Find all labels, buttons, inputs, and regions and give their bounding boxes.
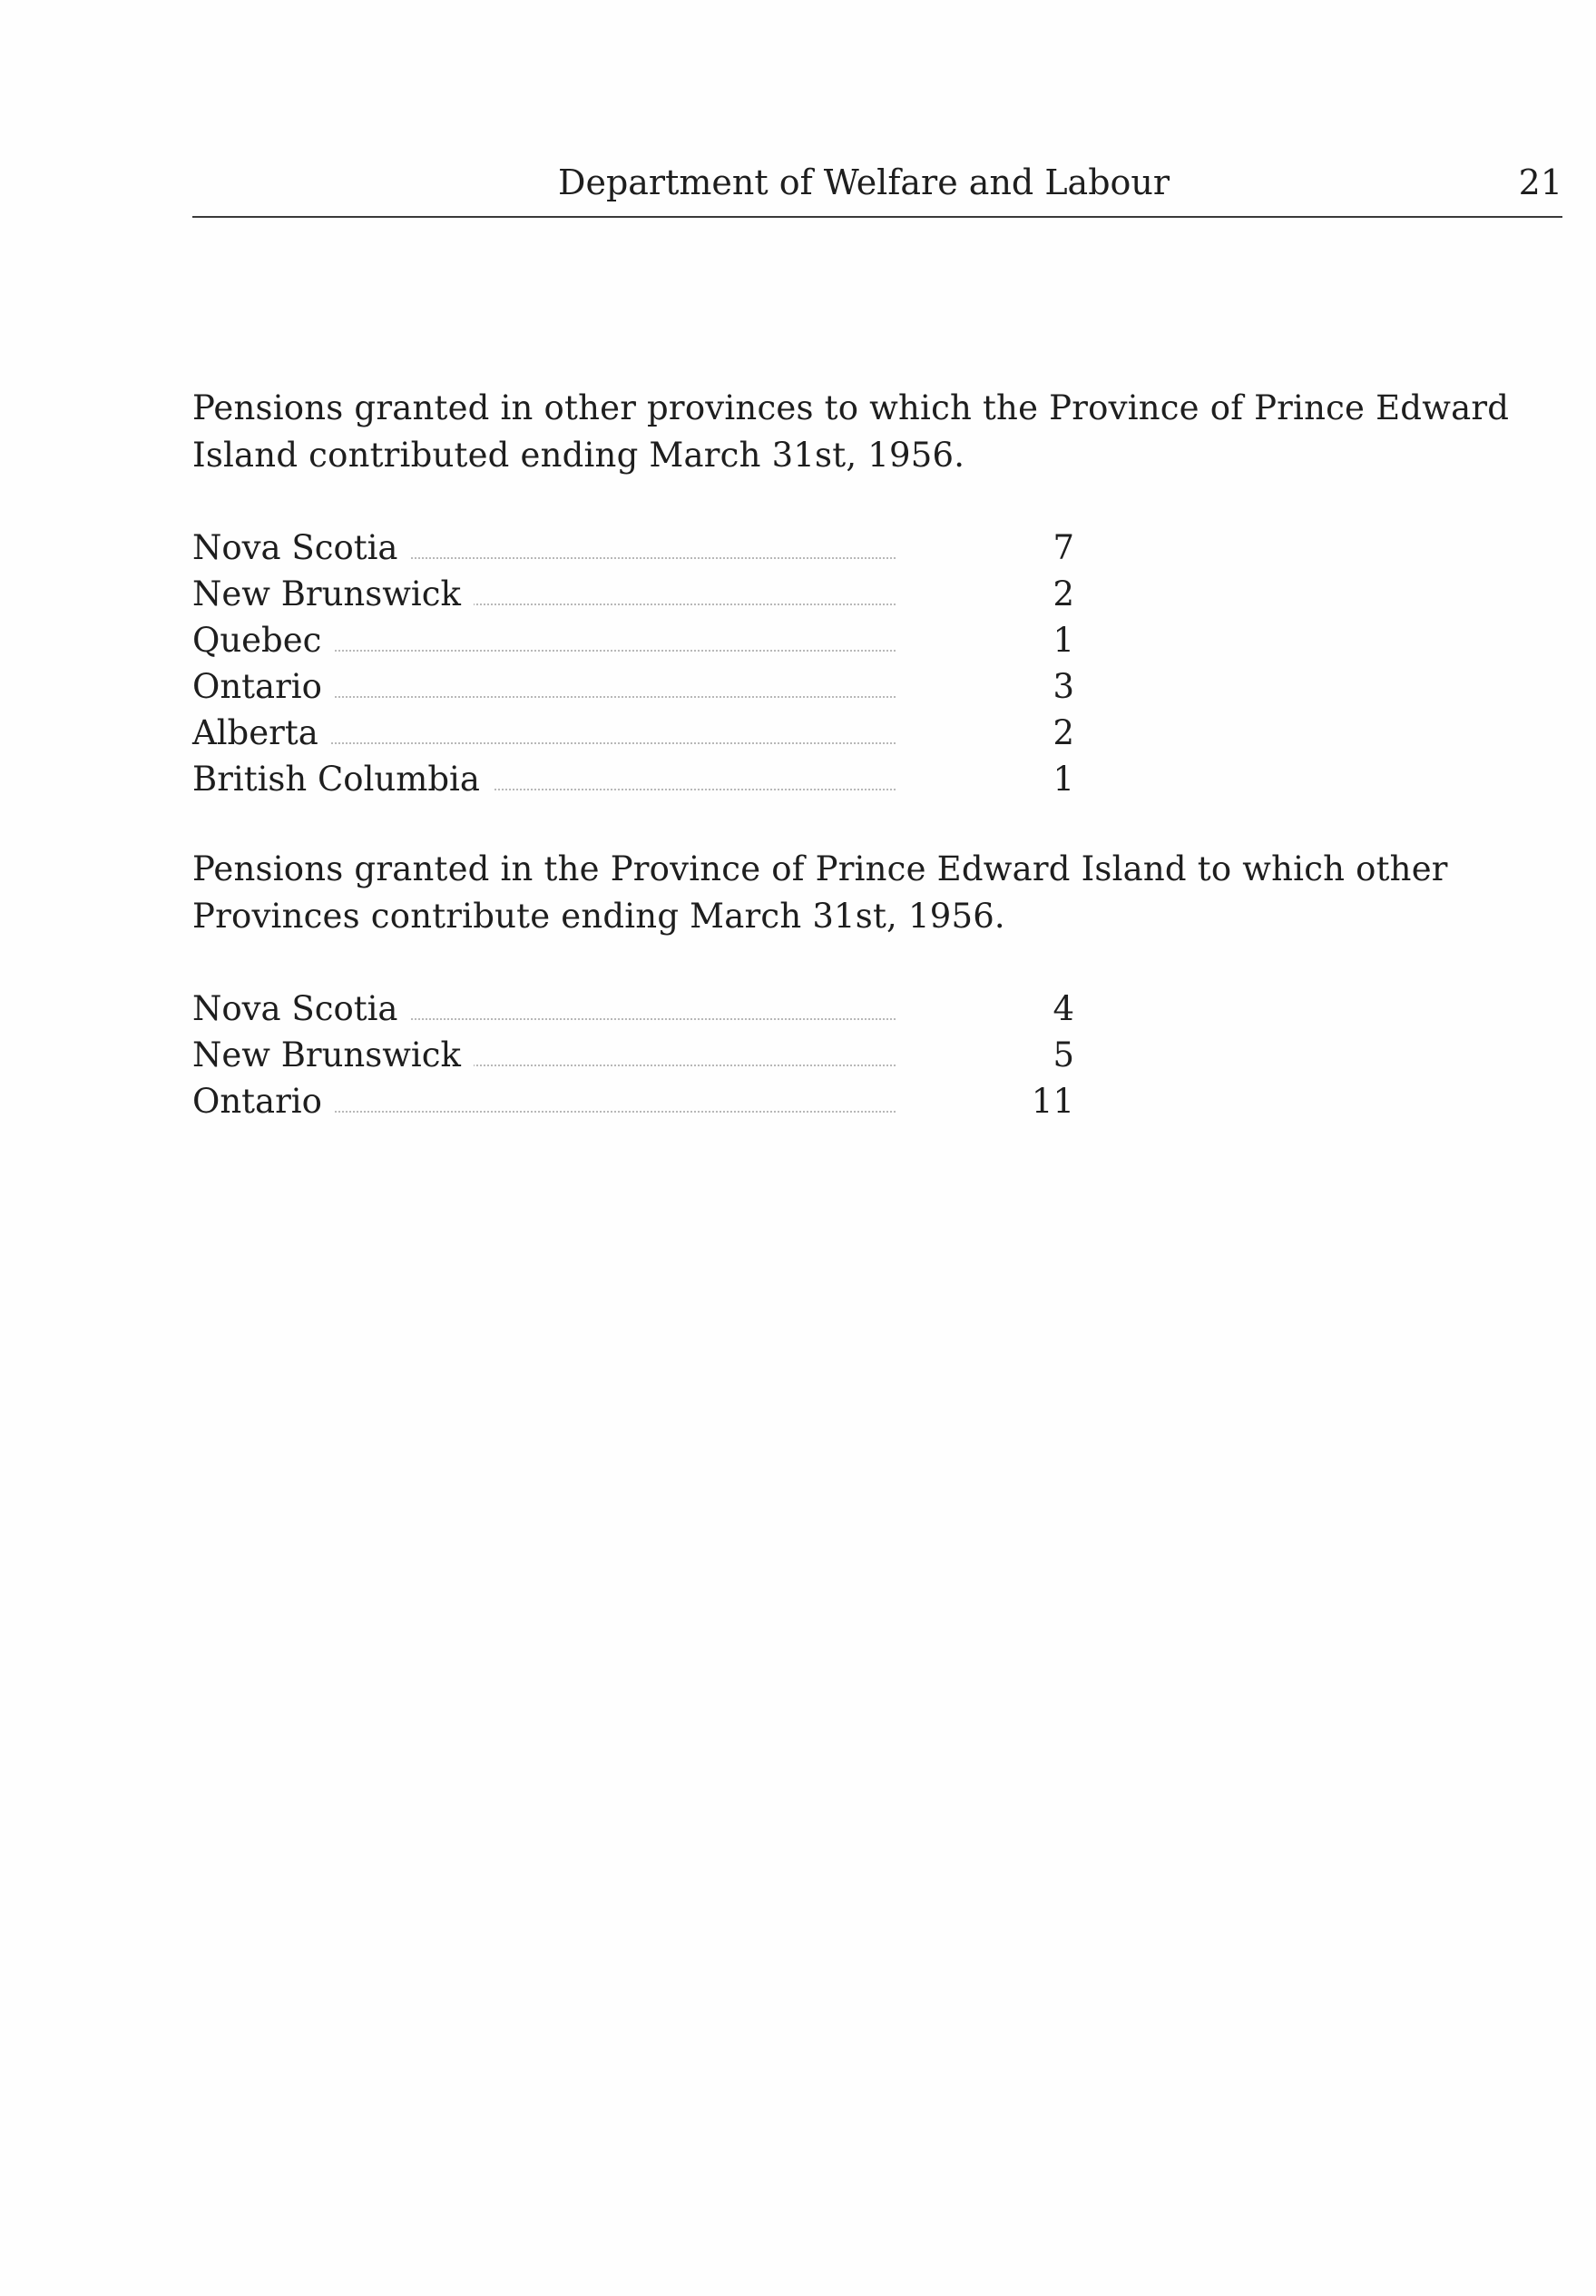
table-row [192, 986, 1074, 1032]
table-row [192, 710, 1074, 756]
table-row [192, 1032, 1074, 1078]
pension-count: 2 [1053, 713, 1074, 752]
province-name: Ontario [192, 1078, 335, 1124]
province-name: Quebec [192, 617, 334, 663]
province-name: Alberta [192, 710, 331, 756]
table-row [192, 525, 1074, 571]
pension-count: 2 [1053, 574, 1074, 613]
province-name: British Columbia [192, 756, 493, 802]
table-row [192, 617, 1074, 663]
pension-count: 11 [1031, 1082, 1074, 1121]
header-rule [192, 216, 1562, 218]
table-row [192, 1078, 1074, 1124]
pension-count: 7 [1053, 528, 1074, 567]
pension-count: 3 [1053, 667, 1074, 706]
pension-count: 5 [1053, 1035, 1074, 1074]
table-row [192, 756, 1074, 802]
pension-count: 1 [1053, 621, 1074, 660]
province-name: New Brunswick [192, 571, 474, 617]
pension-count: 4 [1053, 989, 1074, 1028]
running-title: Department of Welfare and Labour [558, 162, 1170, 202]
province-name: Nova Scotia [192, 525, 410, 571]
section-2-intro: Pensions granted in the Province of Prince Edward Island to which other Provinces contribute ending March 31st, 1956. [192, 849, 1448, 936]
section-1-intro: Pensions granted in other provinces to which the Province of Prince Edward Island contributed ending March 31st, 1956. [192, 388, 1510, 475]
section-2-table [192, 986, 1074, 1124]
pension-count: 1 [1053, 760, 1074, 799]
province-name: New Brunswick [192, 1032, 474, 1078]
page-number: 21 [1518, 162, 1562, 202]
table-row [192, 663, 1074, 710]
table-row [192, 571, 1074, 617]
section-1-table [192, 525, 1074, 802]
province-name: Ontario [192, 663, 335, 710]
province-name: Nova Scotia [192, 986, 410, 1032]
running-head [192, 162, 1562, 209]
